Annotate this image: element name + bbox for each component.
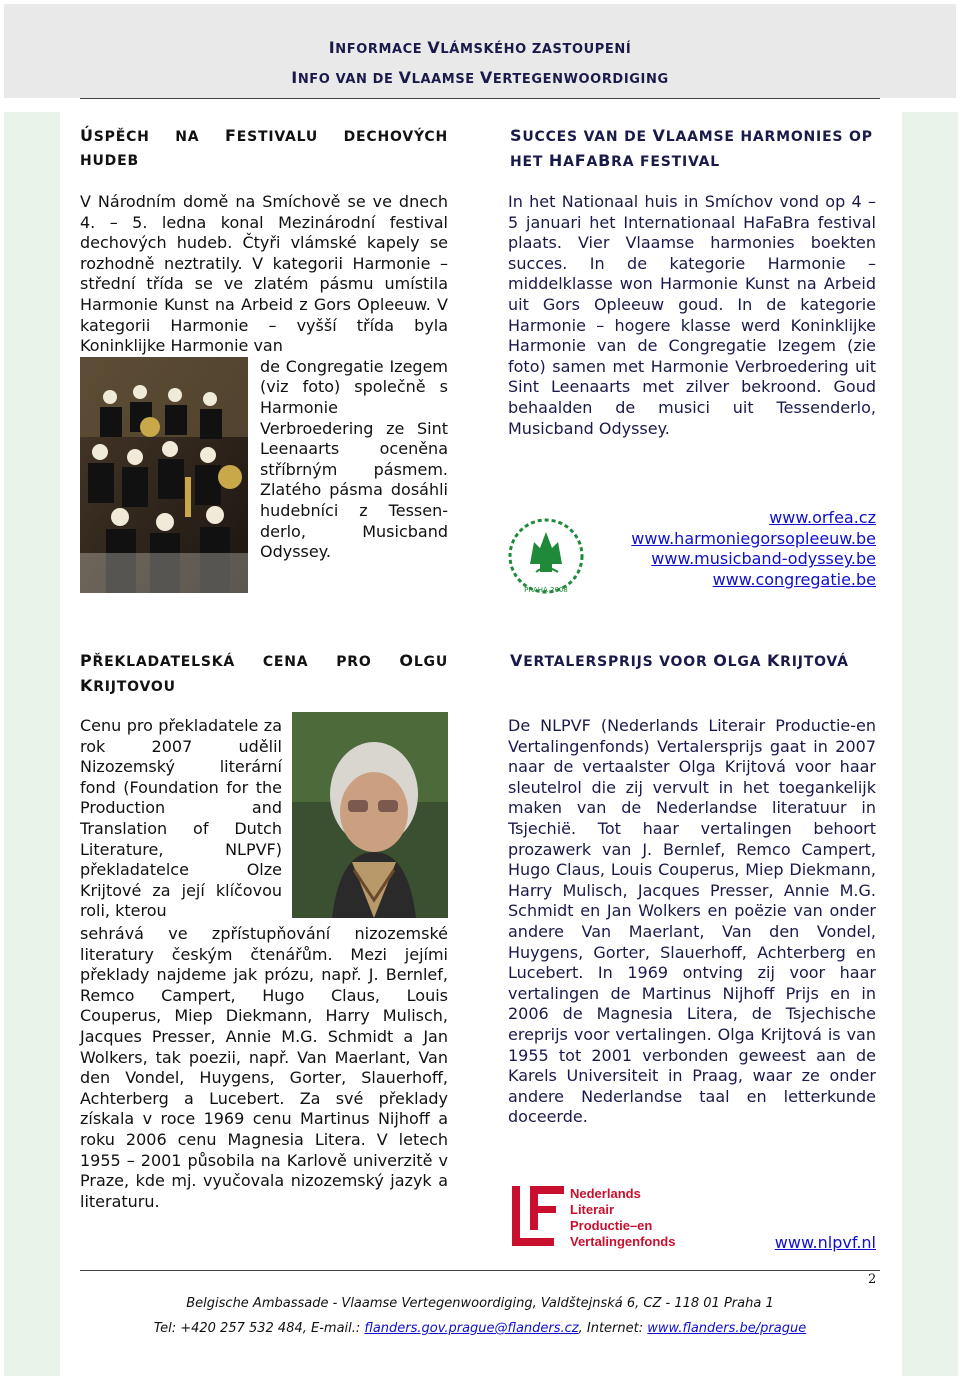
heading-text: ESTIVALU DECHOVÝCH HUDEB — [80, 129, 448, 169]
heading-capital: I — [291, 68, 298, 87]
heading-text: RIJTOVOU — [93, 679, 176, 695]
page-header — [4, 4, 956, 98]
link-congregatie[interactable]: www.congregatie.be — [712, 569, 876, 589]
heading-text: LAAMSE — [411, 72, 480, 87]
heading-capital: F — [225, 126, 237, 145]
heading-capital: F — [574, 151, 587, 170]
festival-text-wrap: de Congregatie Izegem (viz foto) společně s Harmonie Verbroedering ze Sint Leenaarts oceněna stříbrným pásmem. Zlatého pásma dosáhli hudebníci z Tessen-derlo, Musicband Odyssey. — [260, 356, 448, 562]
heading-text: LGU — [413, 654, 448, 670]
heading-text: ERTALERSPRIJS VOOR — [523, 654, 714, 670]
heading-capital: O — [399, 651, 414, 670]
nlpvf-logo-line2: Literair — [570, 1202, 615, 1217]
festival-logo-caption: PRAHA 2008 — [524, 586, 568, 594]
left-sidebar — [4, 112, 60, 1376]
prize-heading-nl — [510, 649, 880, 674]
festival-article-cz — [80, 192, 448, 599]
nlpvf-logo-line4: Vertalingenfonds — [570, 1234, 676, 1249]
nlpvf-links — [600, 1233, 876, 1254]
header-title-cz — [4, 38, 956, 57]
footer-tel: Tel: +420 257 532 484, E-mail.: — [153, 1321, 365, 1336]
heading-text: RA FESTIVAL — [611, 154, 721, 170]
heading-capital: S — [510, 126, 523, 145]
festival-heading-cz — [80, 124, 448, 197]
festival-article-nl — [508, 192, 876, 439]
prize-text-rest: sehrává ve zpřístupňování nizozemské literatury českým čtenářům. Mezi jejími překlady najdeme jak prózu, např. J. Bernlef, Remco Campert, Hugo Claus, Louis Couperus, Miep Diekmann, Harry Mulisch, Jacques Presser, Annie M.G. Schmidt a Jan Wolkers, tak poezii, např. Van Maerlant, Van den Vondel, Huygens, Gorter, Slauerhoff, Achterberg a Lucebert. Za své překlady získala v roce 1969 cenu Martinus Nijhoff a roku 2006 cenu Magnesia Litera. V letech 1955 – 2001 působila na Karlově univerzitě v Praze, kde mj. vyučovala nizozemský jazyk a literaturu. — [80, 924, 448, 1211]
heading-capital: H — [548, 151, 564, 170]
heading-text: NFORMACE — [335, 42, 428, 57]
prize-article-nl — [508, 716, 876, 1128]
footer-email-link[interactable]: flanders.gov.prague@flanders.cz — [364, 1321, 579, 1336]
prize-text-wrap: Cenu pro překladatele za rok 2007 udělil Nizozemský literární fond (Foundation for the Production and Translation of Dutch Literature, NLPVF) překladatelce Olze Krijtové za její klíčovou roli, kterou — [80, 716, 282, 921]
heading-text: A — [586, 154, 599, 170]
link-musicband-odyssey[interactable]: www.musicband-odyssey.be — [651, 549, 876, 569]
heading-text: ERTEGENWOORDIGING — [492, 72, 669, 87]
heading-text: LGA — [727, 654, 767, 670]
festival-logo — [500, 512, 592, 596]
nlpvf-logo-line1: Nederlands — [570, 1186, 641, 1201]
right-sidebar — [902, 112, 958, 1376]
heading-capital: Ú — [80, 126, 94, 145]
footer-contact — [80, 1321, 880, 1336]
footer-address: Belgische Ambassade - Vlaamse Vertegenwoordiging, Valdštejnská 6, CZ - 118 01 Praha 1 — [186, 1296, 774, 1311]
heading-text: SPĚCH NA — [93, 129, 225, 145]
heading-text: UCCES VAN DE — [522, 129, 653, 145]
prize-article-cz — [80, 716, 448, 1212]
footer-rule — [80, 1270, 880, 1271]
festival-text-top: V Národním domě na Smíchově se ve dnech 4. – 5. ledna konal Mezinárodní festival dechových hudeb. Čtyři vlámské kapely se rozhodně neztratily. V kategorii Harmonie – střední třída se ve zlatém pásmu umístila Harmonie Kunst na Arbeid z Gors Opleeuw. V kategorii Harmonie – vyšší třída byla Koninklijke Harmonie van — [80, 192, 448, 356]
heading-capital: B — [598, 151, 612, 170]
heading-text: LAAMSE HARMONIES OP HET — [510, 129, 873, 170]
header-rule — [80, 98, 880, 99]
nlpvf-logo-line3: Productie–en — [570, 1218, 653, 1233]
heading-capital: V — [652, 126, 666, 145]
heading-capital: K — [766, 651, 781, 670]
footer-internet-label: , Internet: — [578, 1321, 648, 1336]
heading-capital: I — [328, 38, 336, 57]
heading-capital: O — [713, 651, 728, 670]
heading-text: ŘEKLADATELSKÁ CENA PRO — [92, 654, 400, 670]
link-orfea[interactable]: www.orfea.cz — [769, 508, 876, 527]
heading-capital: P — [80, 651, 93, 670]
link-harmoniegorsopleeuw[interactable]: www.harmoniegorsopleeuw.be — [631, 528, 876, 548]
header-title-nl — [4, 68, 956, 87]
festival-links — [600, 508, 876, 590]
heading-capital: K — [80, 676, 94, 695]
link-nlpvf[interactable]: www.nlpvf.nl — [774, 1233, 876, 1252]
heading-text: LÁMSKÉHO ZASTOUPENÍ — [440, 42, 632, 57]
translator-photo — [292, 712, 448, 918]
heading-capital: V — [427, 38, 441, 57]
heading-text: A — [563, 154, 575, 170]
festival-heading-nl — [510, 124, 880, 174]
heading-text: RIJTOVÁ — [780, 654, 849, 670]
heading-text: NFO VAN DE — [297, 72, 399, 87]
footer-website-link[interactable]: www.flanders.be/prague — [647, 1321, 807, 1336]
heading-capital: V — [479, 68, 493, 87]
heading-capital: V — [398, 68, 412, 87]
heading-capital: V — [510, 651, 524, 670]
festival-text-nl: In het Nationaal huis in Smíchov vond op 4 – 5 januari het Internationaal HaFaBra festival plaats. Vier Vlaamse harmonies boekten succes. In de kategorie Harmonie – middelklasse won Harmonie Kunst na Arbeid uit Gors Opleeuw goud. In de kategorie Harmonie – hogere klasse werd Koninklijke Harmonie van de Congregatie Izegem (zie foto) samen met Harmonie Verbroedering uit Sint Leenaarts met zilver bekroond. Goud behaalden de musici uit Tessenderlo, Musicband Odyssey. — [508, 192, 876, 438]
prize-text-nl: De NLPVF (Nederlands Literair Productie-en Vertalingenfonds) Vertalersprijs gaat in 2007 naar de vertaalster Olga Krijtová voor haar sleutelrol die zij vervult in het toegankelijk maken van de Nederlandse literatuur in Tsjechië. Tot haar vertalingen behoort prozawerk van J. Bernlef, Remco Campert, Hugo Claus, Louis Couperus, Miep Diekmann, Harry Mulisch, Jacques Presser, Annie M.G. Schmidt en Jan Wolkers en poëzie van onder andere Van Maerlant, Van den Vondel, Huygens, Gorter, Slauerhoff, Achterberg en Lucebert. In 1969 ontving zij voor haar vertalingen de Martinus Nijhoff Prijs en in 2006 de Magnesia Litera, de Tsjechische ereprijs voor vertalingen. Olga Krijtová is van 1955 tot 2001 verbonden geweest aan de Karels Universiteit in Praag, waar ze onder andere Nederlandse taal en letterkunde doceerde. — [508, 716, 876, 1127]
band-photo — [80, 357, 248, 593]
page-number: 2 — [868, 1272, 877, 1287]
